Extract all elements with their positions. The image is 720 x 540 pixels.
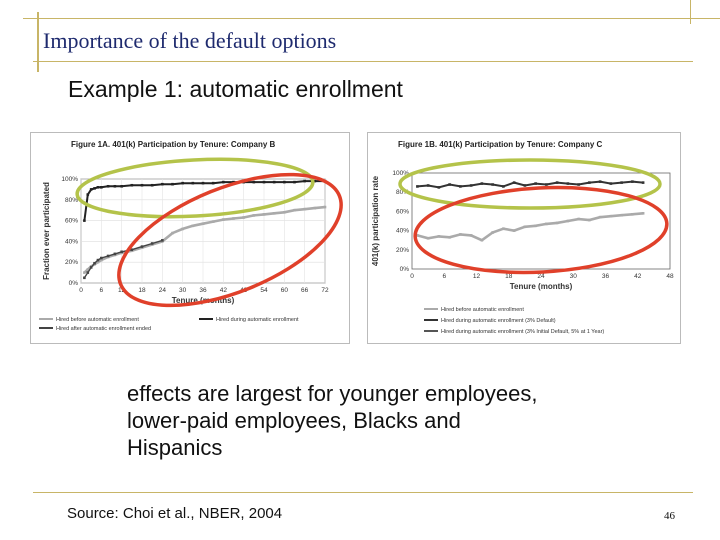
data-point [202,182,205,185]
data-point [86,271,89,274]
data-point [232,181,235,184]
x-tick-label: 66 [301,287,309,294]
x-axis-label: Tenure (months) [509,282,573,291]
data-point [283,211,286,214]
data-point [524,225,527,228]
data-point [567,182,570,185]
data-point [416,234,419,237]
data-point [438,186,441,189]
chart-title: Figure 1B. 401(k) Participation by Tenure: Company C [398,140,603,149]
data-point [222,181,225,184]
legend-label: Hired during automatic enrollment (3% Default) [441,318,556,324]
data-point [293,209,296,212]
x-tick-label: 18 [505,273,513,280]
footer-rule [33,492,693,493]
data-point [212,182,215,185]
slide-subtitle: Example 1: automatic enrollment [68,76,403,102]
data-point [293,181,296,184]
y-tick-label: 80% [64,196,78,204]
body-line: effects are largest for younger employees, [127,381,538,406]
x-tick-label: 0 [79,287,83,294]
data-point [181,182,184,185]
data-point [502,227,505,230]
data-point [151,184,154,187]
data-point [534,182,537,185]
data-point [242,181,245,184]
data-point [141,245,144,248]
y-axis-label: Fraction ever participated [42,182,51,280]
x-tick-label: 36 [199,287,207,294]
right-accent-rule [690,0,691,24]
data-point [303,180,306,183]
x-tick-label: 42 [634,273,642,280]
x-tick-label: 54 [260,287,268,294]
data-point [303,208,306,211]
x-tick-label: 12 [472,273,481,280]
data-point [324,180,327,183]
plot-area [412,173,670,269]
body-line: lower-paid employees, Blacks and [127,408,461,433]
data-point [83,277,86,280]
y-tick-label: 20% [395,246,409,254]
data-point [448,236,451,239]
data-point [93,187,96,190]
x-tick-label: 42 [219,287,227,294]
x-axis-label: Tenure (months) [171,296,235,305]
data-point [513,229,516,232]
legend-label: Hired before automatic enrollment [441,307,524,313]
x-tick-label: 30 [569,273,577,280]
data-point [253,181,256,184]
figure-1b-chart [368,133,680,343]
data-point [107,255,110,258]
x-tick-label: 6 [99,287,104,294]
data-point [481,239,484,242]
data-point [131,184,134,187]
data-point [120,185,123,188]
data-point [151,242,154,245]
x-tick-label: 48 [666,273,674,280]
data-point [192,182,195,185]
y-tick-label: 40% [395,227,409,235]
x-tick-label: 6 [442,273,447,280]
data-point [599,216,602,219]
data-point [588,219,591,222]
data-point [314,207,317,210]
data-point [161,239,164,242]
data-point [620,214,623,217]
data-point [470,184,473,187]
data-point [202,222,205,225]
data-point [100,186,103,189]
data-point [577,218,580,221]
data-point [171,232,174,235]
data-point [120,251,123,254]
figure-1b-panel [367,132,681,344]
data-point [610,215,613,218]
data-point [314,180,317,183]
data-point [599,180,602,183]
y-tick-label: 80% [395,189,409,197]
y-tick-label: 100% [61,176,78,183]
top-accent-rule [23,18,720,19]
legend-label: Hired during automatic enrollment (3% Initial Default, 5% at 1 Year) [441,329,605,335]
data-point [427,237,430,240]
data-point [524,184,527,187]
data-point [83,271,86,274]
body-line: Hispanics [127,435,223,460]
data-point [212,220,215,223]
data-point [556,181,559,184]
y-tick-label: 0% [68,280,78,287]
data-point [97,259,100,262]
y-tick-label: 40% [64,238,78,246]
data-point [253,214,256,217]
x-tick-label: 24 [537,273,545,280]
data-point [107,185,110,188]
data-point [114,185,117,188]
data-point [642,181,645,184]
data-point [141,184,144,187]
data-point [90,266,93,269]
page-number: 46 [664,510,675,522]
data-point [577,183,580,186]
data-point [642,212,645,215]
x-tick-label: 36 [601,273,610,280]
data-point [491,183,494,186]
x-tick-label: 0 [410,273,414,280]
data-point [470,234,473,237]
data-point [83,219,86,222]
figure-1a-chart [31,133,349,343]
title-underline-rule [33,61,693,62]
data-point [86,193,89,196]
data-point [610,182,613,185]
data-point [263,181,266,184]
data-point [114,253,117,256]
data-point [459,185,462,188]
slide-title: Importance of the default options [43,28,337,53]
data-point [263,213,266,216]
data-point [588,181,591,184]
data-point [631,213,634,216]
figure-1a-panel [30,132,350,344]
data-point [631,180,634,183]
data-point [481,182,484,185]
data-point [242,216,245,219]
data-point [222,218,225,221]
data-point [620,181,623,184]
y-tick-label: 60% [395,208,409,216]
legend-label: Hired during automatic enrollment [216,317,299,323]
data-point [556,222,559,225]
data-point [273,212,276,215]
data-point [192,225,195,228]
legend-label: Hired after automatic enrollment ended [56,326,152,332]
data-point [427,184,430,187]
chart-title: Figure 1A. 401(k) Participation by Tenure: Company B [71,140,276,149]
data-point [545,223,548,226]
data-point [161,183,164,186]
data-point [100,257,103,260]
data-point [171,183,174,186]
data-point [93,262,96,265]
data-point [459,233,462,236]
left-accent-rule [37,12,39,72]
data-point [534,225,537,228]
data-point [448,183,451,186]
y-tick-label: 20% [64,259,78,267]
x-tick-label: 24 [158,287,166,294]
x-tick-label: 72 [321,287,329,294]
data-point [283,181,286,184]
data-point [97,186,100,189]
y-tick-label: 60% [64,217,78,225]
data-point [502,185,505,188]
x-tick-label: 60 [280,287,288,294]
legend-label: Hired before automatic enrollment [56,317,139,323]
data-point [181,228,184,231]
x-tick-label: 18 [138,287,146,294]
x-tick-label: 12 [118,287,126,294]
data-point [324,206,327,209]
source-citation: Source: Choi et al., NBER, 2004 [67,505,283,522]
data-point [131,248,134,251]
data-point [273,181,276,184]
data-point [491,231,494,234]
data-point [513,181,516,184]
data-point [416,185,419,188]
y-axis-label: 401(k) participation rate [371,175,380,267]
data-point [438,235,441,238]
y-tick-label: 100% [392,170,409,177]
data-point [232,217,235,220]
body-text [127,380,687,461]
x-tick-label: 48 [240,287,248,294]
data-point [545,183,548,186]
y-tick-label: 0% [399,266,409,273]
x-tick-label: 30 [179,287,187,294]
data-point [567,220,570,223]
data-point [90,188,93,191]
